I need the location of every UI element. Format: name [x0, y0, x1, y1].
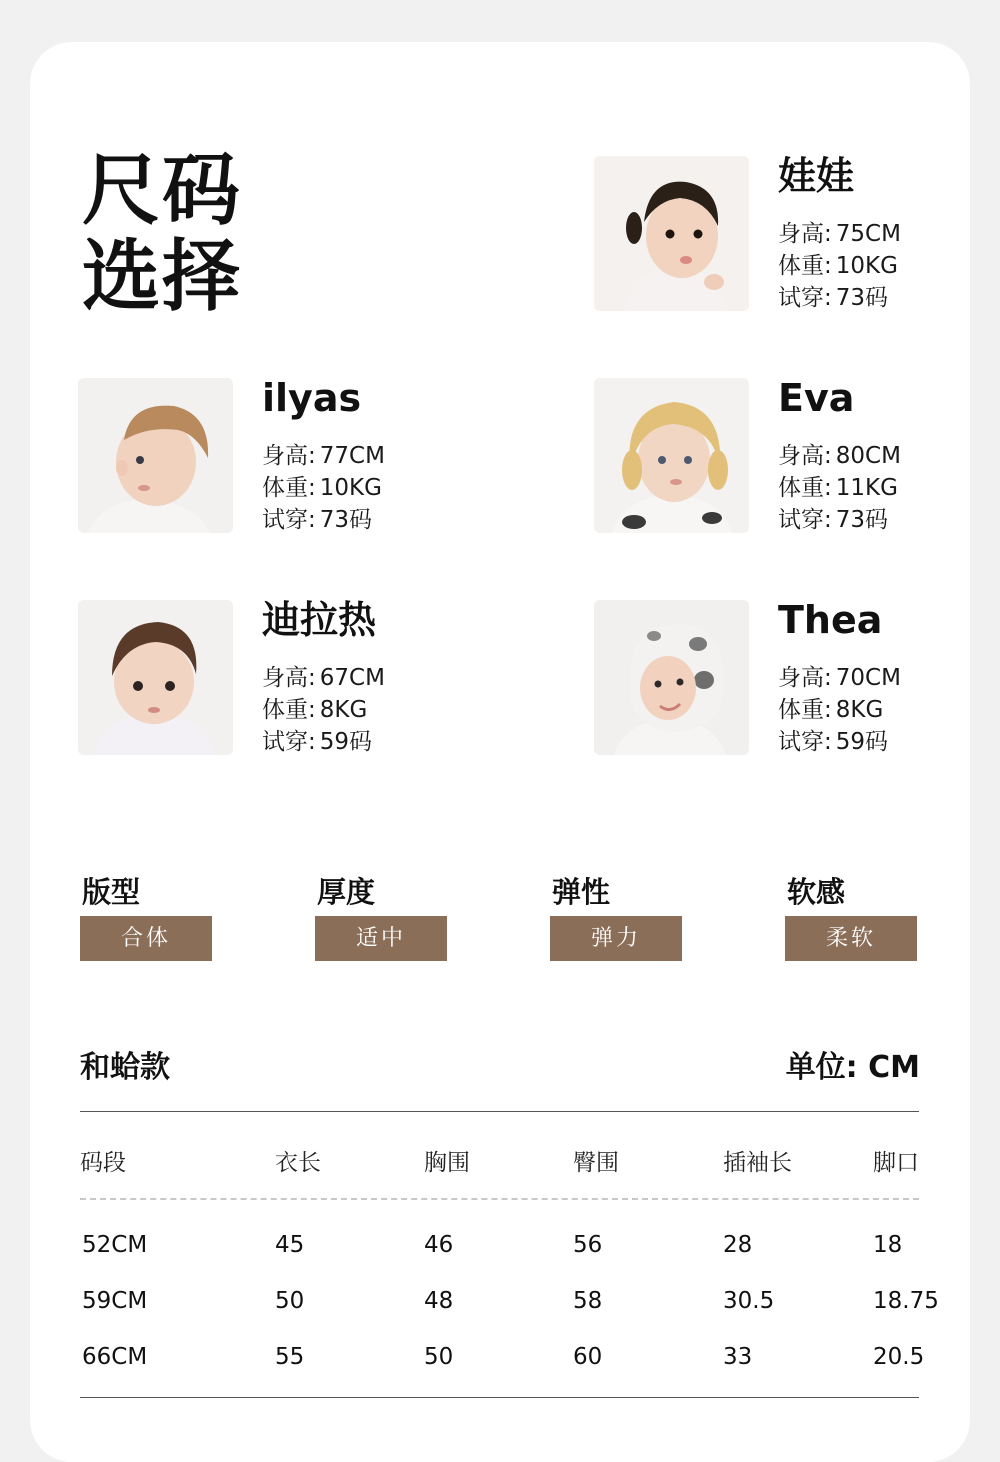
- model-stats: [778, 218, 901, 314]
- table-header-cell: 脚口: [873, 1150, 919, 1176]
- model-name: ilyas: [262, 376, 362, 420]
- model-stats: [778, 662, 901, 758]
- table-cell: 30.5: [723, 1288, 775, 1314]
- table-cell: 58: [573, 1288, 603, 1314]
- model-height: 身高: 80CM: [778, 443, 901, 469]
- table-cell: 33: [723, 1344, 753, 1370]
- table-cell: 18.75: [873, 1288, 939, 1314]
- table-cell: 56: [573, 1232, 603, 1258]
- baby-dark-hair-photo: [78, 600, 233, 755]
- model-name: 迪拉热: [262, 598, 377, 642]
- model-height: 身高: 77CM: [262, 443, 385, 469]
- model-stats: [778, 440, 901, 536]
- attribute-softness: [785, 874, 917, 961]
- table-header-cell: 臀围: [573, 1150, 619, 1176]
- table-header-cell: 胸围: [424, 1150, 470, 1176]
- attribute-thickness: [315, 874, 447, 961]
- table-bottom-rule: [80, 1397, 919, 1398]
- attribute-badge: 柔软: [785, 916, 917, 961]
- baby-girl-blonde-photo: [594, 378, 749, 533]
- table-cell: 18: [873, 1232, 903, 1258]
- model-name: 娃娃: [778, 154, 855, 198]
- baby-girl-pigtails-photo: [594, 156, 749, 311]
- table-cell: 28: [723, 1232, 753, 1258]
- table-header-cell: 插袖长: [723, 1150, 792, 1176]
- model-size: 试穿: 73码: [778, 285, 889, 311]
- table-header-divider: [80, 1198, 919, 1200]
- table-cell: 48: [424, 1288, 454, 1314]
- model-weight: 体重: 8KG: [778, 697, 884, 723]
- table-cell: 20.5: [873, 1344, 925, 1370]
- attribute-badge: 弹力: [550, 916, 682, 961]
- attribute-label: 软感: [787, 875, 846, 909]
- model-height: 身高: 67CM: [262, 665, 385, 691]
- table-top-rule: [80, 1111, 919, 1112]
- model-size: 试穿: 59码: [262, 729, 373, 755]
- page-title: 尺码 选择: [82, 146, 243, 322]
- table-cell: 46: [424, 1232, 454, 1258]
- model-stats: [262, 662, 385, 758]
- model-size: 试穿: 59码: [778, 729, 889, 755]
- table-cell: 55: [275, 1344, 305, 1370]
- model-size: 试穿: 73码: [778, 507, 889, 533]
- model-weight: 体重: 10KG: [262, 475, 382, 501]
- model-weight: 体重: 8KG: [262, 697, 368, 723]
- table-cell: 50: [275, 1288, 305, 1314]
- table-cell: 50: [424, 1344, 454, 1370]
- attribute-label: 厚度: [317, 875, 376, 909]
- table-cell: 45: [275, 1232, 305, 1258]
- attribute-label: 版型: [82, 875, 141, 909]
- model-height: 身高: 75CM: [778, 221, 901, 247]
- table-cell: 52CM: [82, 1232, 148, 1258]
- model-name: Thea: [778, 598, 883, 642]
- table-cell: 59CM: [82, 1288, 148, 1314]
- table-header-cell: 衣长: [275, 1150, 321, 1176]
- model-height: 身高: 70CM: [778, 665, 901, 691]
- table-header-cell: 码段: [80, 1150, 126, 1176]
- model-weight: 体重: 11KG: [778, 475, 898, 501]
- attribute-badge: 适中: [315, 916, 447, 961]
- model-size: 试穿: 73码: [262, 507, 373, 533]
- model-name: Eva: [778, 376, 855, 420]
- size-table-title: 和蛤款: [80, 1050, 170, 1085]
- baby-boy-profile-photo: [78, 378, 233, 533]
- attribute-elasticity: [550, 874, 682, 961]
- attribute-label: 弹性: [552, 875, 611, 909]
- model-weight: 体重: 10KG: [778, 253, 898, 279]
- table-cell: 66CM: [82, 1344, 148, 1370]
- table-cell: 60: [573, 1344, 603, 1370]
- attribute-badge: 合体: [80, 916, 212, 961]
- attribute-fit: [80, 874, 212, 961]
- model-stats: [262, 440, 385, 536]
- size-table-unit: 单位: CM: [785, 1050, 920, 1085]
- baby-bonnet-photo: [594, 600, 749, 755]
